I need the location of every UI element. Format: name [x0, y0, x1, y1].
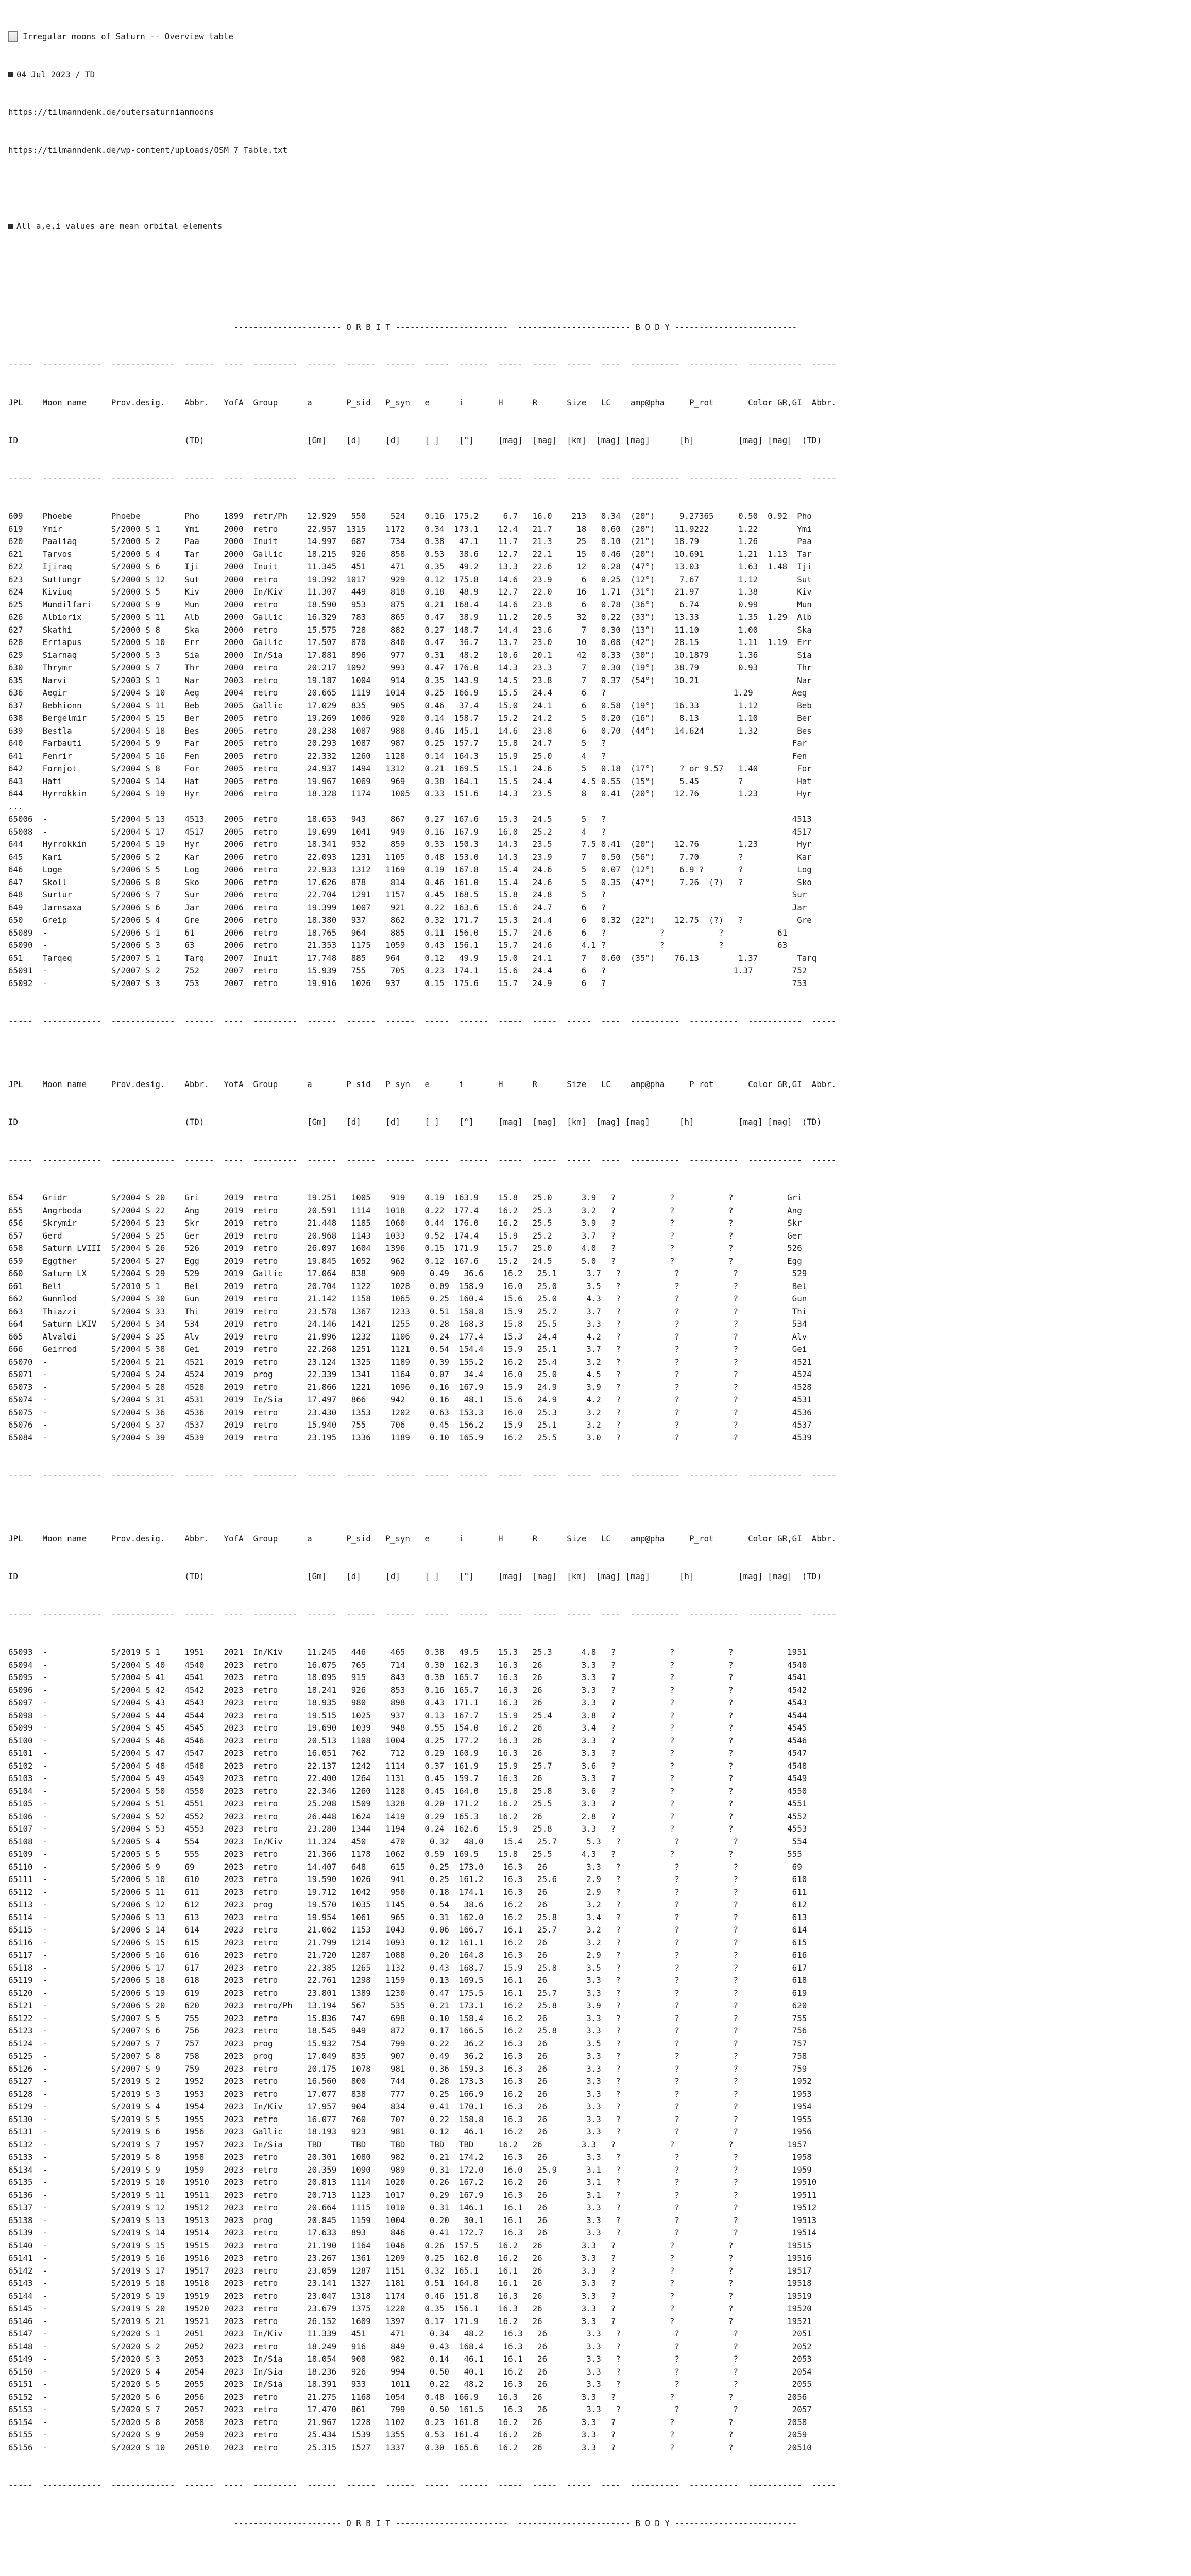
table-row: 65137 - S/2019 S 12 19512 2023 retro 20.664 1115 1010 0.31 146.1 16.1 26 3.3 ? ? ? 19512: [8, 2202, 817, 2212]
table-row: 65097 - S/2004 S 43 4543 2023 retro 18.935 980 898 0.43 171.1 16.3 26 3.3 ? ? ? 4543: [8, 1698, 807, 1707]
table-row: 65148 - S/2020 S 2 2052 2023 retro 18.249 916 849 0.43 168.4 16.3 26 3.3 ? ? ? 2052: [8, 2341, 812, 2351]
calendar-icon: [8, 72, 13, 77]
table-header-row: ----- ------------ ------------- ------ ---- --------- ------ ------ ------ ----- ------ ----- ----- ----- ---- ---------- ---------- ----------- -----: [8, 1155, 837, 1165]
table-separator: ----- ------------ ------------- ------ ---- --------- ------ ------ ------ ----- ------ ----- ----- ----- ---- ---------- ---------- ----------- -----: [8, 1470, 837, 1480]
table-row: 65132 - S/2019 S 7 1957 2023 In/Sia TBD TBD TBD TBD TBD 16.2 26 3.3 ? ? ? 1957: [8, 2139, 807, 2149]
table-separator: ----- ------------ ------------- ------ ---- --------- ------ ------ ------ ----- ------ ----- ----- ----- ---- ---------- ---------- ----------- -----: [8, 1016, 837, 1026]
table-row: 650 Greip S/2006 S 4 Gre 2006 retro 18.380 937 862 0.32 171.7 15.3 24.4 6 0.32 (22°) 12.75 (?) ? Gre: [8, 915, 812, 925]
table-row: 65140 - S/2019 S 15 19515 2023 retro 21.190 1164 1046 0.26 157.5 16.2 26 3.3 ? ? ? 19515: [8, 2240, 812, 2250]
table-row: 65150 - S/2020 S 4 2054 2023 In/Sia 18.236 926 994 0.50 40.1 16.2 26 3.3 ? ? ? 2054: [8, 2366, 812, 2377]
moons-table-block-1: [8, 296, 1183, 1053]
table-row: 648 Surtur S/2006 S 7 Sur 2006 retro 22.704 1291 1157 0.45 168.5 15.8 24.8 5 ? Sur: [8, 890, 807, 900]
table-row: 65136 - S/2019 S 11 19511 2023 retro 20.713 1123 1017 0.29 167.9 16.3 26 3.1 ? ? ? 19511: [8, 2190, 817, 2200]
table-row: 65120 - S/2006 S 19 619 2023 retro 23.801 1389 1230 0.47 175.5 16.1 25.7 3.3 ? ? ? 619: [8, 1988, 807, 1998]
table-row: 635 Narvi S/2003 S 1 Nar 2003 retro 19.187 1004 914 0.35 143.9 14.5 23.8 7 0.37 (54°) 10.21 Nar: [8, 675, 812, 685]
table-row: 661 Beli S/2010 S 1 Bel 2019 retro 20.704 1122 1028 0.09 158.9 16.0 25.0 3.5 ? ? ? Bel: [8, 1281, 807, 1291]
table-row: 65147 - S/2020 S 1 2051 2023 In/Kiv 11.339 451 471 0.34 48.2 16.3 26 3.3 ? ? ? 2051: [8, 2329, 812, 2338]
table-row: 65144 - S/2019 S 19 19519 2023 retro 23.047 1318 1174 0.46 151.8 16.3 26 3.3 ? ? ? 19519: [8, 2291, 812, 2301]
table-row: 658 Saturn LVIII S/2004 S 26 526 2019 retro 26.097 1604 1396 0.15 171.9 15.7 25.0 4.0 ? ? ? 526: [8, 1243, 802, 1253]
table-header-row: ----- ------------ ------------- ------ ---- --------- ------ ------ ------ ----- ------ ----- ----- ----- ---- ---------- ---------- ----------- -----: [8, 473, 837, 483]
info-icon: [8, 224, 13, 229]
table-row: 660 Saturn LX S/2004 S 29 529 2019 Gallic 17.064 838 909 0.49 36.6 16.2 25.1 3.7 ? ? ? 529: [8, 1268, 807, 1278]
table-row: 65008 - S/2004 S 17 4517 2005 retro 19.699 1041 949 0.16 167.9 16.0 25.2 4 ? 4517: [8, 826, 812, 837]
table-row: 65133 - S/2019 S 8 1958 2023 retro 20.301 1080 982 0.21 174.2 16.3 26 3.3 ? ? ? 1958: [8, 2152, 812, 2162]
title-line: [8, 30, 1183, 43]
table-row: 65154 - S/2020 S 8 2058 2023 retro 21.967 1228 1102 0.23 161.8 16.2 26 3.3 ? ? ? 2058: [8, 2417, 807, 2427]
table-row: 65124 - S/2007 S 7 757 2023 prog 15.932 754 799 0.22 36.2 16.3 26 3.5 ? ? ? 757: [8, 2038, 807, 2048]
table-row: 65104 - S/2004 S 50 4550 2023 retro 22.346 1260 1128 0.45 164.0 15.8 25.8 3.6 ? ? ? 4550: [8, 1786, 807, 1796]
table-row: 65106 - S/2004 S 52 4552 2023 retro 26.448 1624 1419 0.29 165.3 16.2 26 2.8 ? ? ? 4552: [8, 1811, 807, 1821]
table-row: 65102 - S/2004 S 48 4548 2023 retro 22.137 1242 1114 0.37 161.9 15.9 25.7 3.6 ? ? ? 4548: [8, 1760, 807, 1771]
table-row: 65103 - S/2004 S 49 4549 2023 retro 22.400 1264 1131 0.45 159.7 16.3 26 3.3 ? ? ? 4549: [8, 1773, 807, 1783]
table-header-row: ID (TD) [Gm] [d] [d] [ ] [°] [mag] [mag] [km] [mag] [mag] [h] [mag] [mag] (TD): [8, 435, 822, 445]
table-row: 65155 - S/2020 S 9 2059 2023 retro 25.434 1539 1355 0.53 161.4 16.2 26 3.3 ? ? ? 2059: [8, 2430, 807, 2439]
table-header-row: JPL Moon name Prov.desig. Abbr. YofA Group a P_sid P_syn e i H R Size LC amp@pha P_rot Color GR,GI Abbr.: [8, 1533, 837, 1544]
table-row: 627 Skathi S/2000 S 8 Ska 2000 retro 15.575 728 882 0.27 148.7 14.4 23.6 7 0.30 (13°) 11.10 1.00 Ska: [8, 624, 812, 635]
table-row: 649 Jarnsaxa S/2006 S 6 Jar 2006 retro 19.399 1007 921 0.22 163.6 15.6 24.7 6 ? Jar: [8, 902, 807, 912]
table-row: 645 Kari S/2006 S 2 Kar 2006 retro 22.093 1231 1105 0.48 153.0 14.3 23.9 7 0.50 (56°) 7.70 ? Kar: [8, 852, 812, 862]
table-header-row: ----- ------------ ------------- ------ ---- --------- ------ ------ ------ ----- ------ ----- ----- ----- ---- ---------- ---------- ----------- -----: [8, 360, 837, 369]
table-row: 65095 - S/2004 S 41 4541 2023 retro 18.095 915 843 0.30 165.7 16.3 26 3.3 ? ? ? 4541: [8, 1672, 807, 1682]
table-row: 65117 - S/2006 S 16 616 2023 retro 21.720 1207 1088 0.20 164.8 16.3 26 2.9 ? ? ? 616: [8, 1950, 807, 1960]
table-row: 641 Fenrir S/2004 S 16 Fen 2005 retro 22.332 1260 1128 0.14 164.3 15.9 25.0 4 ? Fen: [8, 751, 807, 761]
table-header-row: ----- ------------ ------------- ------ ---- --------- ------ ------ ------ ----- ------ ----- ----- ----- ---- ---------- ---------- ----------- -----: [8, 1609, 837, 1619]
table-row: 65084 - S/2004 S 39 4539 2019 retro 23.195 1336 1189 0.10 165.9 16.2 25.5 3.0 ? ? ? 4539: [8, 1432, 812, 1443]
table-row: 65092 - S/2007 S 3 753 2007 retro 19.916 1026 937 0.15 175.6 15.7 24.9 6 ? 753: [8, 978, 807, 988]
page-title: Irregular moons of Saturn -- Overview table: [23, 31, 233, 41]
table-row: 665 Alvaldi S/2004 S 35 Alv 2019 retro 21.996 1232 1106 0.24 177.4 15.3 24.4 4.2 ? ? ? Alv: [8, 1331, 807, 1342]
table-row: 655 Angrboda S/2004 S 22 Ang 2019 retro 20.591 1114 1018 0.22 177.4 16.2 25.3 3.2 ? ? ? Ang: [8, 1205, 802, 1215]
table-row: 651 Tarqeq S/2007 S 1 Tarq 2007 Inuit 17.748 885 964 0.12 49.9 15.0 24.1 7 0.60 (35°) 76.13 1.37 Tarq: [8, 953, 817, 963]
table-row: 65126 - S/2007 S 9 759 2023 retro 20.175 1078 981 0.36 159.3 16.3 26 3.3 ? ? ? 759: [8, 2063, 807, 2074]
table-row: 626 Albiorix S/2000 S 11 Alb 2000 Gallic 16.329 783 865 0.47 38.9 11.2 20.5 32 0.22 (33°) 13.33 1.35 1.29 Alb: [8, 612, 812, 622]
table-row: 644 Hyrrokkin S/2004 S 19 Hyr 2006 retro 18.328 1174 1005 0.33 151.6 14.3 23.5 8 0.41 (20°) 12.76 1.23 Hyr: [8, 789, 812, 799]
table-row: 65112 - S/2006 S 11 611 2023 retro 19.712 1042 950 0.18 174.1 16.3 26 2.9 ? ? ? 611: [8, 1887, 807, 1897]
table-separator: ---------------------- O R B I T ----------------------- ----------------------- B O D Y -------------------------: [8, 2518, 797, 2528]
table-row: 65100 - S/2004 S 46 4546 2023 retro 20.513 1108 1004 0.25 177.2 16.3 26 3.3 ? ? ? 4546: [8, 1735, 807, 1745]
table-row: 65096 - S/2004 S 42 4542 2023 retro 18.241 926 853 0.16 165.7 16.3 26 3.3 ? ? ? 4542: [8, 1685, 807, 1695]
table-row: 622 Ijiraq S/2000 S 6 Iji 2000 Inuit 11.345 451 471 0.35 49.2 13.3 22.6 12 0.28 (47°) 13.03 1.63 1.48 Iji: [8, 562, 812, 571]
table-row: 65118 - S/2006 S 17 617 2023 retro 22.385 1265 1132 0.43 168.7 15.9 25.8 3.5 ? ? ? 617: [8, 1962, 807, 1973]
table-row: 65098 - S/2004 S 44 4544 2023 retro 19.515 1025 937 0.13 167.7 15.9 25.4 3.8 ? ? ? 4544: [8, 1710, 807, 1720]
table-row: 65129 - S/2019 S 4 1954 2023 In/Kiv 17.957 904 834 0.41 170.1 16.3 26 3.3 ? ? ? 1954: [8, 2102, 812, 2111]
table-row: 662 Gunnlod S/2004 S 30 Gun 2019 retro 21.142 1158 1065 0.25 160.4 15.6 25.0 4.3 ? ? ? Gun: [8, 1294, 807, 1303]
website-link[interactable]: https://tilmanndenk.de/outersaturnianmoons: [8, 107, 214, 117]
table-header-row: JPL Moon name Prov.desig. Abbr. YofA Group a P_sid P_syn e i H R Size LC amp@pha P_rot Color GR,GI Abbr.: [8, 397, 837, 408]
table-row: 65105 - S/2004 S 51 4551 2023 retro 25.208 1509 1328 0.20 171.2 16.2 25.5 3.3 ? ? ? 4551: [8, 1799, 807, 1808]
table-row: 656 Skrymir S/2004 S 23 Skr 2019 retro 21.448 1185 1060 0.44 176.0 16.2 25.5 3.9 ? ? ? Skr: [8, 1218, 802, 1228]
table-row: 65071 - S/2004 S 24 4524 2019 prog 22.339 1341 1164 0.07 34.4 16.0 25.0 4.5 ? ? ? 4524: [8, 1369, 812, 1379]
table-row: 65108 - S/2005 S 4 554 2023 In/Kiv 11.324 450 470 0.32 48.0 15.4 25.7 5.3 ? ? ? 554: [8, 1836, 807, 1846]
table-row: 65107 - S/2004 S 53 4553 2023 retro 23.280 1344 1194 0.24 162.6 15.9 25.8 3.3 ? ? ? 4553: [8, 1824, 807, 1834]
table-row: 65094 - S/2004 S 40 4540 2023 retro 16.075 765 714 0.30 162.3 16.3 26 3.3 ? ? ? 4540: [8, 1659, 807, 1670]
table-row: 647 Skoll S/2006 S 8 Sko 2006 retro 17.626 878 814 0.46 161.0 15.4 24.6 5 0.35 (47°) 7.26 (?) ? Sko: [8, 877, 812, 887]
table-header-row: JPL Moon name Prov.desig. Abbr. YofA Group a P_sid P_syn e i H R Size LC amp@pha P_rot Color GR,GI Abbr.: [8, 1079, 837, 1089]
table-row: 65151 - S/2020 S 5 2055 2023 In/Sia 18.391 933 1011 0.22 48.2 16.3 26 3.3 ? ? ? 2055: [8, 2379, 812, 2389]
table-row: 65114 - S/2006 S 13 613 2023 retro 19.954 1061 965 0.31 162.0 16.2 25.8 3.4 ? ? ? 613: [8, 1912, 807, 1922]
table-row: 65093 - S/2019 S 1 1951 2021 In/Kiv 11.245 446 465 0.38 49.5 15.3 25.3 4.8 ? ? ? 1951: [8, 1647, 807, 1657]
table-row: 65138 - S/2019 S 13 19513 2023 prog 20.845 1159 1004 0.20 30.1 16.1 26 3.3 ? ? ? 19513: [8, 2215, 817, 2225]
table-row: 666 Geirrod S/2004 S 38 Gei 2019 retro 22.268 1251 1121 0.54 154.4 15.9 25.1 3.7 ? ? ? Gei: [8, 1344, 807, 1354]
table-row: 625 Mundilfari S/2000 S 9 Mun 2000 retro 18.590 953 875 0.21 168.4 14.6 23.8 6 0.78 (36°) 6.74 0.99 Mun: [8, 599, 812, 609]
table-row: 65156 - S/2020 S 10 20510 2023 retro 25.315 1527 1337 0.30 165.6 16.2 26 3.3 ? ? ? 20510: [8, 2442, 812, 2452]
date-line: 04 Jul 2023 / TD: [8, 69, 1183, 81]
table-row: 65153 - S/2020 S 7 2057 2023 retro 17.470 861 799 0.50 161.5 16.3 26 3.3 ? ? ? 2057: [8, 2404, 812, 2414]
table-row: 654 Gridr S/2004 S 20 Gri 2019 retro 19.251 1005 919 0.19 163.9 15.8 25.0 3.9 ? ? ? Gri: [8, 1193, 802, 1202]
table-row: 629 Siarnaq S/2000 S 3 Sia 2000 In/Sia 17.881 896 977 0.31 48.2 10.6 20.1 42 0.33 (30°) 10.1879 1.36 Sia: [8, 650, 812, 660]
table-header-row: ---------------------- O R B I T ----------------------- ----------------------- B O D Y -------------------------: [8, 321, 797, 332]
mean-elements-note: All a,e,i values are mean orbital elements: [8, 220, 1183, 233]
table-row: 65125 - S/2007 S 8 758 2023 prog 17.049 835 907 0.49 36.2 16.3 26 3.3 ? ? ? 758: [8, 2051, 807, 2061]
table-separator: ----- ------------ ------------- ------ ---- --------- ------ ------ ------ ----- ------ ----- ----- ----- ---- ---------- ---------- ----------- -----: [8, 2480, 837, 2490]
table-row: 664 Saturn LXIV S/2004 S 34 534 2019 retro 24.146 1421 1255 0.28 168.3 15.8 25.5 3.3 ? ? ? 534: [8, 1319, 807, 1329]
table-row: 663 Thiazzi S/2004 S 33 Thi 2019 retro 23.578 1367 1233 0.51 158.8 15.9 25.2 3.7 ? ? ? Thi: [8, 1306, 807, 1316]
table-row: 65134 - S/2019 S 9 1959 2023 retro 20.359 1090 989 0.31 172.0 16.0 25.9 3.1 ? ? ? 1959: [8, 2164, 812, 2175]
table-row: 659 Eggther S/2004 S 27 Egg 2019 retro 19.845 1052 962 0.12 167.6 15.2 24.5 5.0 ? ? ? Egg: [8, 1256, 802, 1266]
table-row: 642 Fornjot S/2004 S 8 For 2005 retro 24.937 1494 1312 0.21 169.5 15.1 24.6 5 0.18 (17°) ? or 9.57 1.40 For: [8, 764, 812, 773]
table-row: 621 Tarvos S/2000 S 4 Tar 2000 Gallic 18.215 926 858 0.53 38.6 12.7 22.1 15 0.46 (20°) 10.691 1.21 1.13 Tar: [8, 549, 812, 559]
table-row: 646 Loge S/2006 S 5 Log 2006 retro 22.933 1312 1169 0.19 167.8 15.4 24.6 5 0.07 (12°) 6.9 ? ? Log: [8, 865, 812, 874]
table-row: 657 Gerd S/2004 S 25 Ger 2019 retro 20.968 1143 1033 0.52 174.4 15.9 25.2 3.7 ? ? ? Ger: [8, 1230, 802, 1241]
table-row: 65116 - S/2006 S 15 615 2023 retro 21.799 1214 1093 0.12 161.1 16.2 26 3.2 ? ? ? 615: [8, 1937, 807, 1947]
table-row: 619 Ymir S/2000 S 1 Ymi 2000 retro 22.957 1315 1172 0.34 173.1 12.4 21.7 18 0.60 (20°) 11.9222 1.22 Ymi: [8, 523, 812, 534]
table-row: 65149 - S/2020 S 3 2053 2023 In/Sia 18.054 908 982 0.14 46.1 16.1 26 3.3 ? ? ? 2053: [8, 2354, 812, 2364]
table-row: 65101 - S/2004 S 47 4547 2023 retro 16.051 762 712 0.29 160.9 16.3 26 3.3 ? ? ? 4547: [8, 1748, 807, 1758]
table-rows: [8, 1192, 1183, 1444]
table-row: 65109 - S/2005 S 5 555 2023 retro 21.366 1178 1062 0.59 169.5 15.8 25.5 4.3 ? ? ? 555: [8, 1849, 802, 1859]
table-row: 639 Bestla S/2004 S 18 Bes 2005 retro 20.238 1087 988 0.46 145.1 14.6 23.8 6 0.70 (44°) 14.624 1.32 Bes: [8, 725, 812, 736]
table-row: 620 Paaliaq S/2000 S 2 Paa 2000 Inuit 14.997 687 734 0.38 47.1 11.7 21.3 25 0.10 (21°) 18.79 1.26 Paa: [8, 536, 812, 546]
table-header-row: ID (TD) [Gm] [d] [d] [ ] [°] [mag] [mag] [km] [mag] [mag] [h] [mag] [mag] (TD): [8, 1117, 822, 1127]
table-row: 644 Hyrrokkin S/2004 S 19 Hyr 2006 retro 18.341 932 859 0.33 150.3 14.3 23.5 7.5 0.41 (20°) 12.76 1.23 Hyr: [8, 839, 812, 849]
table-row: 65076 - S/2004 S 37 4537 2019 retro 15.940 755 706 0.45 156.2 15.9 25.1 3.2 ? ? ? 4537: [8, 1420, 812, 1430]
table-row: 65070 - S/2004 S 21 4521 2019 retro 23.124 1325 1189 0.39 155.2 16.2 25.4 3.2 ? ? ? 4521: [8, 1357, 812, 1367]
table-row: 65006 - S/2004 S 13 4513 2005 retro 18.653 943 867 0.27 167.6 15.3 24.5 5 ? 4513: [8, 814, 812, 824]
table-row: 65121 - S/2006 S 20 620 2023 retro/Ph 13.194 567 535 0.21 173.1 16.2 25.8 3.9 ? ? ? 620: [8, 2001, 807, 2010]
table-row: 65131 - S/2019 S 6 1956 2023 Gallic 18.193 923 981 0.12 46.1 16.2 26 3.3 ? ? ? 1956: [8, 2127, 812, 2137]
table-row: 65123 - S/2007 S 6 756 2023 retro 18.545 949 872 0.17 166.5 16.2 25.8 3.3 ? ? ? 756: [8, 2026, 807, 2036]
table-row: 637 Bebhionn S/2004 S 11 Beb 2005 Gallic 17.029 835 905 0.46 37.4 15.0 24.1 6 0.58 (19°) 16.33 1.12 Beb: [8, 700, 812, 710]
table-row: 65090 - S/2006 S 3 63 2006 retro 21.353 1175 1059 0.43 156.1 15.7 24.6 4.1 ? ? ? 63: [8, 940, 788, 950]
table-row: 65145 - S/2019 S 20 19520 2023 retro 23.679 1375 1220 0.35 156.1 16.3 26 3.3 ? ? ? 19520: [8, 2303, 812, 2313]
table-row: 65143 - S/2019 S 18 19518 2023 retro 23.141 1327 1181 0.51 164.8 16.1 26 3.3 ? ? ? 19518: [8, 2278, 812, 2288]
table-row: 65130 - S/2019 S 5 1955 2023 retro 16.077 760 707 0.22 158.8 16.3 26 3.3 ? ? ? 1955: [8, 2114, 812, 2124]
document-icon: [8, 31, 18, 42]
table-row: 643 Hati S/2004 S 14 Hat 2005 retro 19.967 1069 969 0.38 164.1 15.5 24.4 4.5 0.55 (15°) 5.45 ? Hat: [8, 776, 812, 786]
table-row: 65142 - S/2019 S 17 19517 2023 retro 23.059 1287 1151 0.32 165.1 16.1 26 3.3 ? ? ? 19517: [8, 2265, 812, 2276]
table-header-row: ID (TD) [Gm] [d] [d] [ ] [°] [mag] [mag] [km] [mag] [mag] [h] [mag] [mag] (TD): [8, 1571, 822, 1581]
table-row: 65074 - S/2004 S 31 4531 2019 In/Sia 17.497 866 942 0.16 48.1 15.6 24.9 4.2 ? ? ? 4531: [8, 1395, 812, 1404]
table-row: 65075 - S/2004 S 36 4536 2019 retro 23.430 1353 1202 0.63 153.3 16.0 25.3 3.2 ? ? ? 4536: [8, 1407, 812, 1417]
moons-table-block-2: [8, 1053, 1183, 1507]
table-row: 65135 - S/2019 S 10 19510 2023 retro 20.813 1114 1020 0.26 167.2 16.2 26 3.1 ? ? ? 19510: [8, 2177, 817, 2187]
table-row: 65099 - S/2004 S 45 4545 2023 retro 19.690 1039 948 0.55 154.0 16.2 26 3.4 ? ? ? 4545: [8, 1723, 807, 1733]
table-row: ...: [8, 801, 23, 811]
table-row: 630 Thrymr S/2000 S 7 Thr 2000 retro 20.217 1092 993 0.47 176.0 14.3 23.3 7 0.30 (19°) 38.79 0.93 Thr: [8, 663, 812, 672]
table-row: 624 Kiviuq S/2000 S 5 Kiv 2000 In/Kiv 11.307 449 818 0.18 48.9 12.7 22.0 16 1.71 (31°) 21.97 1.38 Kiv: [8, 587, 812, 597]
table-row: 65089 - S/2006 S 1 61 2006 retro 18.765 964 885 0.11 156.0 15.7 24.6 6 ? ? ? 61: [8, 927, 788, 938]
table-row: 65091 - S/2007 S 2 752 2007 retro 15.939 755 705 0.23 174.1 15.6 24.4 6 ? 1.37 752: [8, 965, 807, 975]
table-row: 65111 - S/2006 S 10 610 2023 retro 19.590 1026 941 0.25 161.2 16.3 25.6 2.9 ? ? ? 610: [8, 1874, 807, 1884]
table-row: 65127 - S/2019 S 2 1952 2023 retro 16.560 800 744 0.28 173.3 16.3 26 3.3 ? ? ? 1952: [8, 2076, 812, 2086]
table-row: 65139 - S/2019 S 14 19514 2023 retro 17.633 893 846 0.41 172.7 16.3 26 3.3 ? ? ? 19514: [8, 2228, 817, 2238]
table-row: 65141 - S/2019 S 16 19516 2023 retro 23.267 1361 1209 0.25 162.0 16.2 26 3.3 ? ? ? 19516: [8, 2253, 812, 2263]
table-row: 628 Erriapus S/2000 S 10 Err 2000 Gallic 17.507 870 840 0.47 36.7 13.7 23.0 10 0.08 (42°) 28.15 1.11 1.19 Err: [8, 637, 812, 647]
table-rows: [8, 510, 1183, 990]
table-row: 65152 - S/2020 S 6 2056 2023 retro 21.275 1168 1054 0.48 166.9 16.3 26 3.3 ? ? ? 2056: [8, 2392, 807, 2402]
table-row: 65073 - S/2004 S 28 4528 2019 retro 21.866 1221 1096 0.16 167.9 15.9 24.9 3.9 ? ? ? 4528: [8, 1382, 812, 1392]
table-row: 638 Bergelmir S/2004 S 15 Ber 2005 retro 19.269 1006 920 0.14 158.7 15.2 24.2 5 0.20 (16°) 8.13 1.10 Ber: [8, 713, 812, 723]
table-rows: [8, 1646, 1183, 2454]
table-row: 65113 - S/2006 S 12 612 2023 prog 19.570 1035 1145 0.54 38.6 16.2 26 3.2 ? ? ? 612: [8, 1900, 807, 1909]
table-row: 65122 - S/2007 S 5 755 2023 retro 15.836 747 698 0.10 158.4 16.2 26 3.3 ? ? ? 755: [8, 2013, 807, 2023]
table-row: 65115 - S/2006 S 14 614 2023 retro 21.062 1153 1043 0.06 166.7 16.1 25.7 3.2 ? ? ? 614: [8, 1925, 807, 1935]
document-header: [8, 5, 1183, 296]
table-row: 623 Suttungr S/2000 S 12 Sut 2000 retro 19.392 1017 929 0.12 175.8 14.6 23.9 6 0.25 (12°) 7.67 1.12 Sut: [8, 574, 812, 584]
column-descriptions: [8, 2564, 1183, 2576]
moons-table-block-3: [8, 1507, 1183, 2555]
table-row: 65128 - S/2019 S 3 1953 2023 retro 17.077 838 777 0.25 166.9 16.2 26 3.3 ? ? ? 1953: [8, 2089, 812, 2099]
table-row: 65110 - S/2006 S 9 69 2023 retro 14.407 648 615 0.25 173.0 16.3 26 3.3 ? ? ? 69: [8, 1861, 802, 1872]
table-row: 640 Farbauti S/2004 S 9 Far 2005 retro 20.293 1087 987 0.25 157.7 15.8 24.7 5 ? Far: [8, 738, 807, 748]
table-row: 65146 - S/2019 S 21 19521 2023 retro 26.152 1609 1397 0.17 171.9 16.2 26 3.3 ? ? ? 19521: [8, 2316, 812, 2326]
table-row: 609 Phoebe Phoebe Pho 1899 retr/Ph 12.929 550 524 0.16 175.2 6.7 16.0 213 0.34 (20°) 9.27365 0.50 0.92 Pho: [8, 511, 812, 521]
table-file-link[interactable]: https://tilmanndenk.de/wp-content/uploads/OSM_7_Table.txt: [8, 145, 288, 155]
table-row: 65119 - S/2006 S 18 618 2023 retro 22.761 1298 1159 0.13 169.5 16.1 26 3.3 ? ? ? 618: [8, 1975, 807, 1985]
table-row: 636 Aegir S/2004 S 10 Aeg 2004 retro 20.665 1119 1014 0.25 166.9 15.5 24.4 6 ? 1.29 Aeg: [8, 688, 807, 698]
